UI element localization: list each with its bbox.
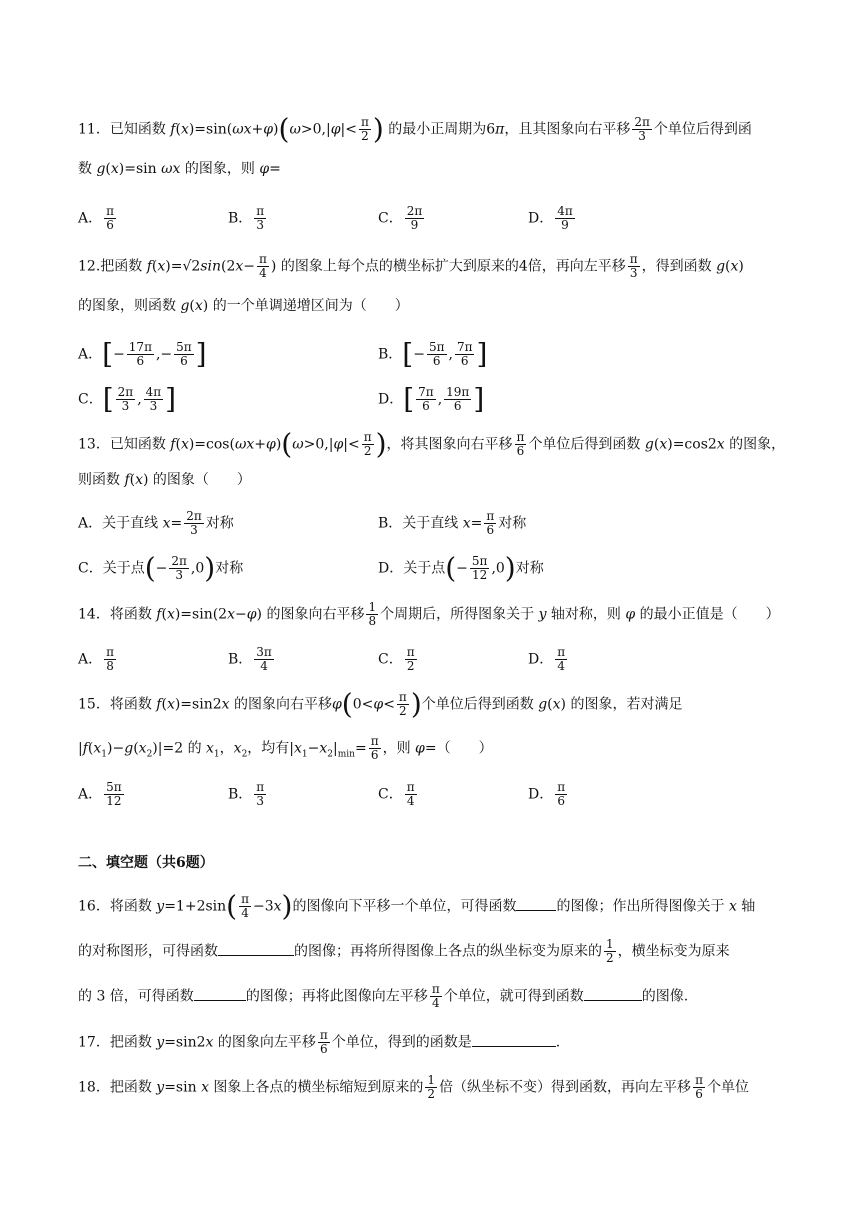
section-heading: 二、填空题（共6题） — [78, 855, 214, 871]
q11-option-d: D． $\frac{4\pi}{9}$ — [528, 204, 573, 232]
q11-option-b: B． $\frac{\pi}{3}$ — [228, 204, 265, 232]
q12-line2: 的图象，则函数 g(x) 的一个单调递增区间为（ ） — [78, 298, 409, 314]
q14-option-b: B． $\frac{3\pi}{4}$ — [228, 645, 272, 673]
q15-line1: 15．将函数 f(x)=sin2x 的图象向右平移φ(0<φ< $\frac{\pi}{2}$ )个单位后得到函数 g(x) 的图象，若对满足 — [78, 687, 683, 721]
q16-number: 16． — [78, 898, 110, 915]
q15-line2: $|f(x_1)-g(x_2)|=2$ 的 $x_1$，$x_2$，均有$|x_1-x_2|_{min}=$ $\frac{\pi}{6}$ ，则 φ=（ ） — [78, 734, 493, 762]
q17-number: 17． — [78, 1034, 110, 1051]
q13-option-a: A．关于直线 x= $\frac{2\pi}{3}$ 对称 — [78, 509, 234, 537]
q18-number: 18． — [78, 1079, 110, 1096]
q14-number: 14． — [78, 606, 110, 623]
q13-option-b: B．关于直线 x= $\frac{\pi}{6}$ 对称 — [378, 509, 527, 537]
q14-option-c: C． $\frac{\pi}{2}$ — [378, 645, 415, 673]
q13-option-d: D．关于点(− $\frac{5\pi}{12}$ ,0)对称 — [378, 551, 544, 585]
q11-line2: 数 g(x)=sin ωx 的图象，则 φ= — [78, 161, 281, 177]
q15-number: 15． — [78, 696, 110, 713]
q15-option-d: D． $\frac{\pi}{6}$ — [528, 780, 566, 808]
q12-option-b: B．[− $\frac{5\pi}{6}$ , $\frac{7\pi}{6}$ ] — [378, 337, 488, 371]
q15-option-a: A． $\frac{5\pi}{12}$ — [78, 780, 122, 808]
q15-option-c: C． $\frac{\pi}{4}$ — [378, 780, 415, 808]
q11-option-c: C． $\frac{2\pi}{9}$ — [378, 204, 423, 232]
q14-line1: 14．将函数 f(x)=sin(2x−φ) 的图象向右平移 $\frac{1}{8}$ 个周期后，所得图象关于 y 轴对称，则 φ 的最小正值是（ ） — [78, 600, 780, 628]
q11-line1: 11．已知函数 f(x)=sin(ωx+φ)(ω>0,|φ|< $\frac{\pi}{2}$ ) 的最小正周期为6π，且其图象向右平移 $\frac{2\pi}{3}$ 个单位后得到函 — [78, 112, 752, 146]
q13-line2: 则函数 f(x) 的图象（ ） — [78, 472, 251, 488]
q12-number: 12. — [78, 258, 101, 275]
q12-option-c: C．[ $\frac{2\pi}{3}$ , $\frac{4\pi}{3}$ ] — [78, 382, 177, 416]
q12-line1: 12.把函数 f(x)=√2sin(2x− $\frac{\pi}{4}$ ) 的图象上每个点的横坐标扩大到原来的4倍，再向左平移 $\frac{\pi}{3}$ ，得到函数 g(x) — [78, 252, 744, 280]
q13-option-c: C．关于点(− $\frac{2\pi}{3}$ ,0)对称 — [78, 551, 244, 585]
q13-number: 13． — [78, 436, 110, 453]
q13-line1: 13．已知函数 f(x)=cos(ωx+φ)(ω>0,|φ|< $\frac{\pi}{2}$ )，将其图象向右平移 $\frac{\pi}{6}$ 个单位后得到函数 g(x)=cos2x 的图象， — [78, 427, 786, 461]
q12-option-a: A．[− $\frac{17\pi}{6}$ ,− $\frac{5\pi}{6}$ ] — [78, 337, 207, 371]
q15-option-b: B． $\frac{\pi}{3}$ — [228, 780, 265, 808]
q16-line3: 的 3 倍，可得函数 的图像；再将此图像向左平移 $\frac{\pi}{4}$ 个单位，就可得到函数 的图像. — [78, 982, 689, 1010]
q12-option-d: D．[ $\frac{7\pi}{6}$ , $\frac{19\pi}{6}$ ] — [378, 382, 485, 416]
q14-option-d: D． $\frac{\pi}{4}$ — [528, 645, 566, 673]
q16-line1: 16．将函数 y=1+2sin( $\frac{\pi}{4}$ −3x)的图像向下平移一个单位，可得函数 的图像；作出所得图像关于 x 轴 — [78, 889, 756, 923]
q14-option-a: A． $\frac{\pi}{8}$ — [78, 645, 115, 673]
q18-line1: 18．把函数 y=sin x 图象上各点的横坐标缩短到原来的 $\frac{1}{2}$ 倍（纵坐标不变）得到函数，再向左平移 $\frac{\pi}{6}$ 个单位 — [78, 1073, 749, 1101]
q11-option-a: A． $\frac{\pi}{6}$ — [78, 204, 115, 232]
q11-number: 11． — [78, 121, 110, 138]
q16-line2: 的对称图形，可得函数 的图像；再将所得图像上各点的纵坐标变为原来的 $\frac{1}{2}$ ，横坐标变为原来 — [78, 937, 730, 965]
q17-line1: 17．把函数 y=sin2x 的图象向左平移 $\frac{\pi}{6}$ 个单位，得到的函数是 . — [78, 1028, 561, 1056]
